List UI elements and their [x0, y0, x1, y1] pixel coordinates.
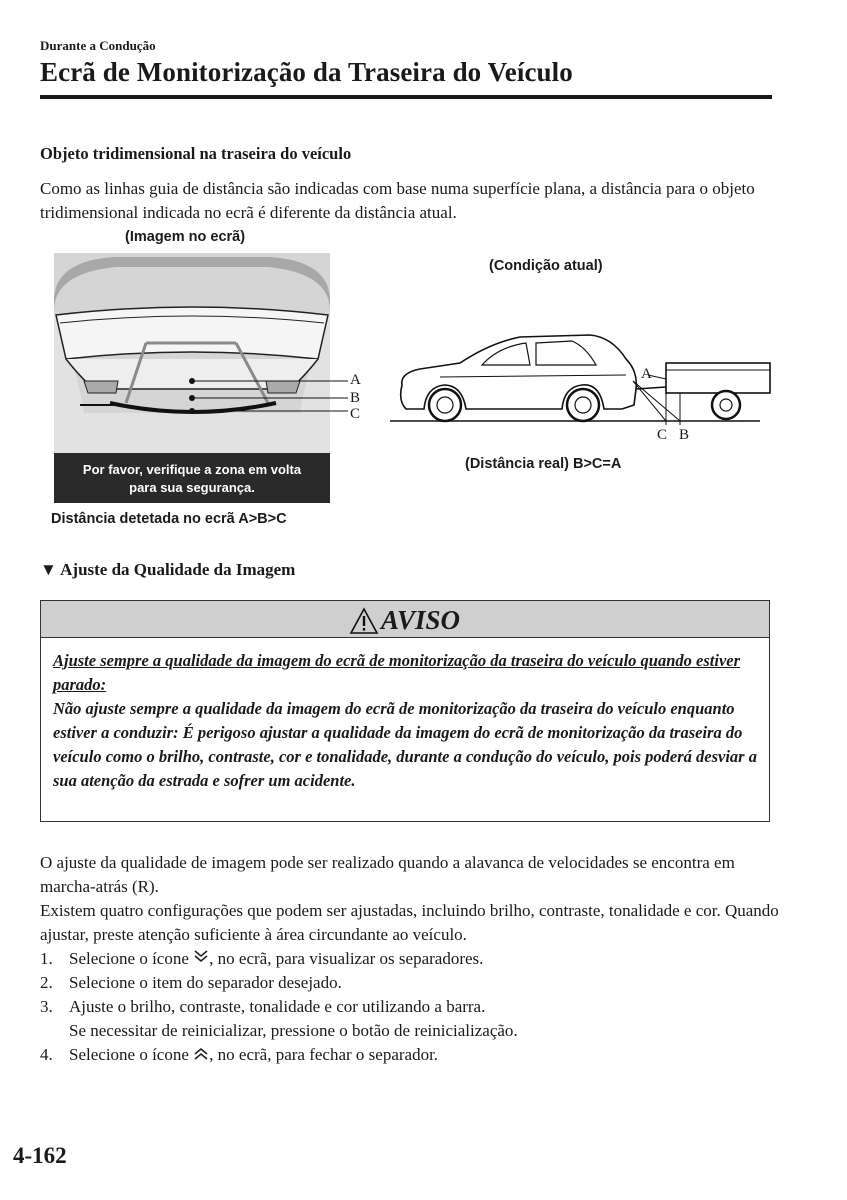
section-label: Durante a Condução — [40, 38, 156, 53]
step-text-tail: , no ecrã, para visualizar os separadores. — [209, 949, 484, 968]
step-text: Selecione o ícone — [69, 1045, 194, 1064]
screen-label-c: C — [350, 406, 361, 422]
quality-heading — [40, 560, 295, 580]
actual-condition-caption: (Condição atual) — [489, 258, 603, 274]
screen-message-line2: para sua segurança. — [129, 480, 255, 495]
warning-underlined: Ajuste sempre a qualidade da imagem do ecrã de monitorização da traseira do veículo quando estiver parado: — [53, 651, 741, 694]
subsection-heading: Objeto tridimensional na traseira do veículo — [40, 144, 352, 163]
actual-label-a: A — [641, 366, 652, 382]
screen-leader-lines — [330, 370, 350, 420]
warning-body: Não ajuste sempre a qualidade da imagem do ecrã de monitorização da traseira do veículo enquanto estiver a conduzir: É perigoso ajustar a qualidade da imagem do ecrã de monitorização da traseira do veículo como o brilho, contraste, cor e tonalidade, durante a condução do veículo, pois poderá desviar a sua atenção da estrada e sofrer um acidente. — [53, 699, 757, 790]
step-text: Selecione o ícone — [69, 949, 194, 968]
real-distance-caption: (Distância real) B>C=A — [465, 456, 622, 472]
car-trailer-illustration — [390, 325, 790, 430]
section-marker-icon: ▼ — [40, 560, 57, 579]
detected-distance-caption: Distância detetada no ecrã A>B>C — [51, 511, 287, 527]
step-1 — [40, 947, 780, 971]
intro-paragraph: Como as linhas guia de distância são indicadas com base numa superfície plana, a distância para o objeto tridimensional indicada no ecrã é diferente da distância atual. — [40, 179, 755, 222]
screen-label-b: B — [350, 390, 361, 406]
page-number: 4-162 — [13, 1143, 67, 1168]
double-chevron-down-icon — [193, 949, 209, 965]
warning-box — [40, 600, 770, 822]
page-title: Ecrã de Monitorização da Traseira do Veículo — [40, 57, 573, 87]
step-3 — [40, 995, 780, 1043]
step-text: Ajuste o brilho, contraste, tonalidade e cor utilizando a barra. — [69, 997, 486, 1016]
step-4 — [40, 1043, 780, 1067]
step-subtext: Se necessitar de reinicializar, pressione o botão de reinicialização. — [69, 1021, 518, 1040]
rear-view-illustration — [54, 253, 330, 453]
screen-message-line1: Por favor, verifique a zona em volta — [82, 462, 302, 477]
step-text-tail: , no ecrã, para fechar o separador. — [209, 1045, 439, 1064]
step-number: 1. — [40, 949, 53, 968]
double-chevron-up-icon — [193, 1045, 209, 1061]
quality-heading-text: Ajuste da Qualidade da Imagem — [60, 560, 296, 579]
body-paragraph-2: Existem quatro configurações que podem ser ajustadas, incluindo brilho, contraste, tonalidade e cor. Quando ajustar, preste atenção suficiente à área circundante ao veículo. — [40, 901, 779, 944]
actual-label-b: B — [679, 427, 690, 443]
actual-label-c: C — [657, 427, 668, 443]
body-text — [40, 851, 780, 1067]
screen-label-a: A — [350, 372, 361, 388]
warning-triangle-icon — [349, 607, 379, 635]
body-paragraph-1: O ajuste da qualidade de imagem pode ser realizado quando a alavanca de velocidades se encontra em marcha-atrás (R). — [40, 853, 735, 896]
step-number: 2. — [40, 973, 53, 992]
screen-caption: (Imagem no ecrã) — [125, 229, 246, 245]
step-2 — [40, 971, 780, 995]
screen-message — [54, 453, 330, 503]
warning-text — [53, 649, 765, 793]
step-number: 3. — [40, 997, 53, 1016]
title-rule — [40, 95, 772, 99]
step-text: Selecione o item do separador desejado. — [69, 973, 342, 992]
warning-title: AVISO — [381, 605, 461, 635]
step-number: 4. — [40, 1045, 53, 1064]
warning-header — [41, 601, 769, 638]
